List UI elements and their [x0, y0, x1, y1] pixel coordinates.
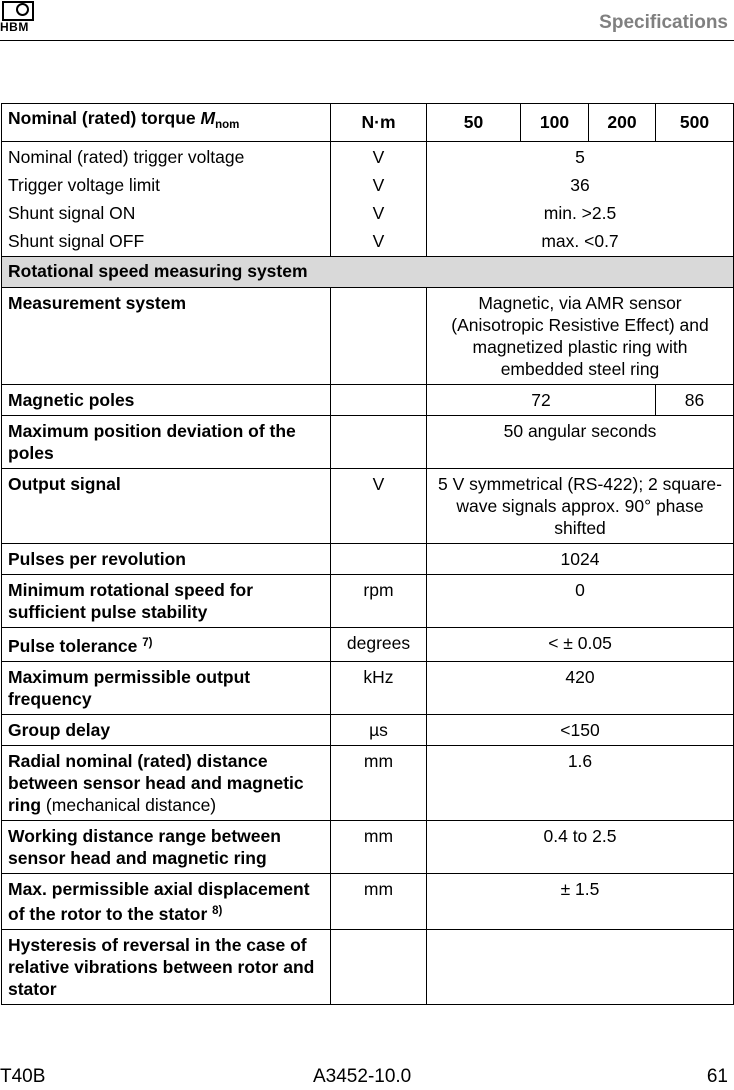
row-value: 50 angular seconds [427, 416, 734, 469]
footnote-ref-7: 7) [142, 637, 153, 649]
header-rule [0, 40, 734, 41]
row-value-a: 72 [427, 385, 656, 416]
row-value: 1024 [427, 544, 734, 575]
row-label: Maximum position deviation of the poles [2, 416, 331, 469]
table-row [2, 469, 734, 544]
row-label: Pulses per revolution [2, 544, 331, 575]
row-value: 1.6 [427, 746, 734, 821]
row-label: Pulse tolerance $^{7)}$ [2, 628, 331, 662]
row-unit [331, 930, 427, 1005]
row-label: Shunt signal OFF [2, 227, 331, 257]
row-unit: V [331, 469, 427, 544]
row-value: 36 [427, 171, 734, 199]
table-row [2, 662, 734, 715]
row-value: < ± 0.05 [427, 628, 734, 662]
hbm-logo-icon [2, 1, 34, 21]
row-label: Maximum permissible output frequency [2, 662, 331, 715]
row-label: Minimum rotational speed for sufficient pulse stability [2, 575, 331, 628]
specifications-table [1, 103, 734, 1005]
row-unit [331, 288, 427, 385]
row-unit: mm [331, 746, 427, 821]
row-label: Radial nominal (rated) distance between sensor head and magnetic ring (mechanical distance) [2, 746, 331, 821]
page-header [0, 0, 734, 42]
row-unit: V [331, 199, 427, 227]
row-value: <150 [427, 715, 734, 746]
row-label: Hysteresis of reversal in the case of relative vibrations between rotor and stator [2, 930, 331, 1005]
table-row [2, 171, 734, 199]
logo-text: HBM [0, 20, 29, 34]
row-label: Measurement system [2, 288, 331, 385]
table-header-row [2, 104, 734, 142]
row-unit: kHz [331, 662, 427, 715]
row-unit: µs [331, 715, 427, 746]
row-unit: V [331, 171, 427, 199]
table-row [2, 874, 734, 930]
row-unit: degrees [331, 628, 427, 662]
row-unit: V [331, 142, 427, 172]
table-row [2, 385, 734, 416]
table-row [2, 575, 734, 628]
row-value: 0 [427, 575, 734, 628]
table-row [2, 930, 734, 1005]
row-unit [331, 544, 427, 575]
header-param: Nominal (rated) torque $M_{nom}$ [2, 104, 331, 142]
row-unit: mm [331, 874, 427, 930]
table-row [2, 628, 734, 662]
row-unit [331, 385, 427, 416]
row-value: 0.4 to 2.5 [427, 821, 734, 874]
table-row [2, 544, 734, 575]
row-label: Output signal [2, 469, 331, 544]
header-value-200: 200 [589, 104, 656, 142]
row-value: 5 V symmetrical (RS-422); 2 square-wave signals approx. 90° phase shifted [427, 469, 734, 544]
row-value: ± 1.5 [427, 874, 734, 930]
footer-product: T40B [0, 1066, 46, 1087]
table-row [2, 227, 734, 257]
row-label: Shunt signal ON [2, 199, 331, 227]
row-value: min. >2.5 [427, 199, 734, 227]
row-value: Magnetic, via AMR sensor (Anisotropic Resistive Effect) and magnetized plastic ring with embedded steel ring [427, 288, 734, 385]
row-value [427, 930, 734, 1005]
footnote-ref-8: 8) [212, 905, 223, 917]
table-row [2, 288, 734, 385]
row-unit: mm [331, 821, 427, 874]
section-title: Specifications [599, 12, 728, 33]
row-value: max. <0.7 [427, 227, 734, 257]
table-row [2, 821, 734, 874]
row-label: Max. permissible axial displacement of the rotor to the stator $^{8)}$ [2, 874, 331, 930]
row-label: Group delay [2, 715, 331, 746]
row-label: Nominal (rated) trigger voltage [2, 142, 331, 172]
table-row [2, 199, 734, 227]
row-value: 420 [427, 662, 734, 715]
hbm-logo [0, 1, 40, 33]
table-row [2, 142, 734, 172]
row-unit: rpm [331, 575, 427, 628]
row-label: Trigger voltage limit [2, 171, 331, 199]
header-value-100: 100 [521, 104, 589, 142]
table-row [2, 746, 734, 821]
row-label: Magnetic poles [2, 385, 331, 416]
footer-page-number: 61 [706, 1066, 728, 1087]
header-value-50: 50 [427, 104, 521, 142]
row-value-b: 86 [656, 385, 734, 416]
header-unit: N·m [331, 104, 427, 142]
row-unit [331, 416, 427, 469]
row-label: Working distance range between sensor head and magnetic ring [2, 821, 331, 874]
section-heading: Rotational speed measuring system [2, 257, 734, 288]
footer-doc-number: A3452-10.0 [313, 1066, 412, 1087]
table-row [2, 416, 734, 469]
table-row [2, 715, 734, 746]
row-value: 5 [427, 142, 734, 172]
header-value-500: 500 [656, 104, 734, 142]
row-unit: V [331, 227, 427, 257]
section-heading-row [2, 257, 734, 288]
